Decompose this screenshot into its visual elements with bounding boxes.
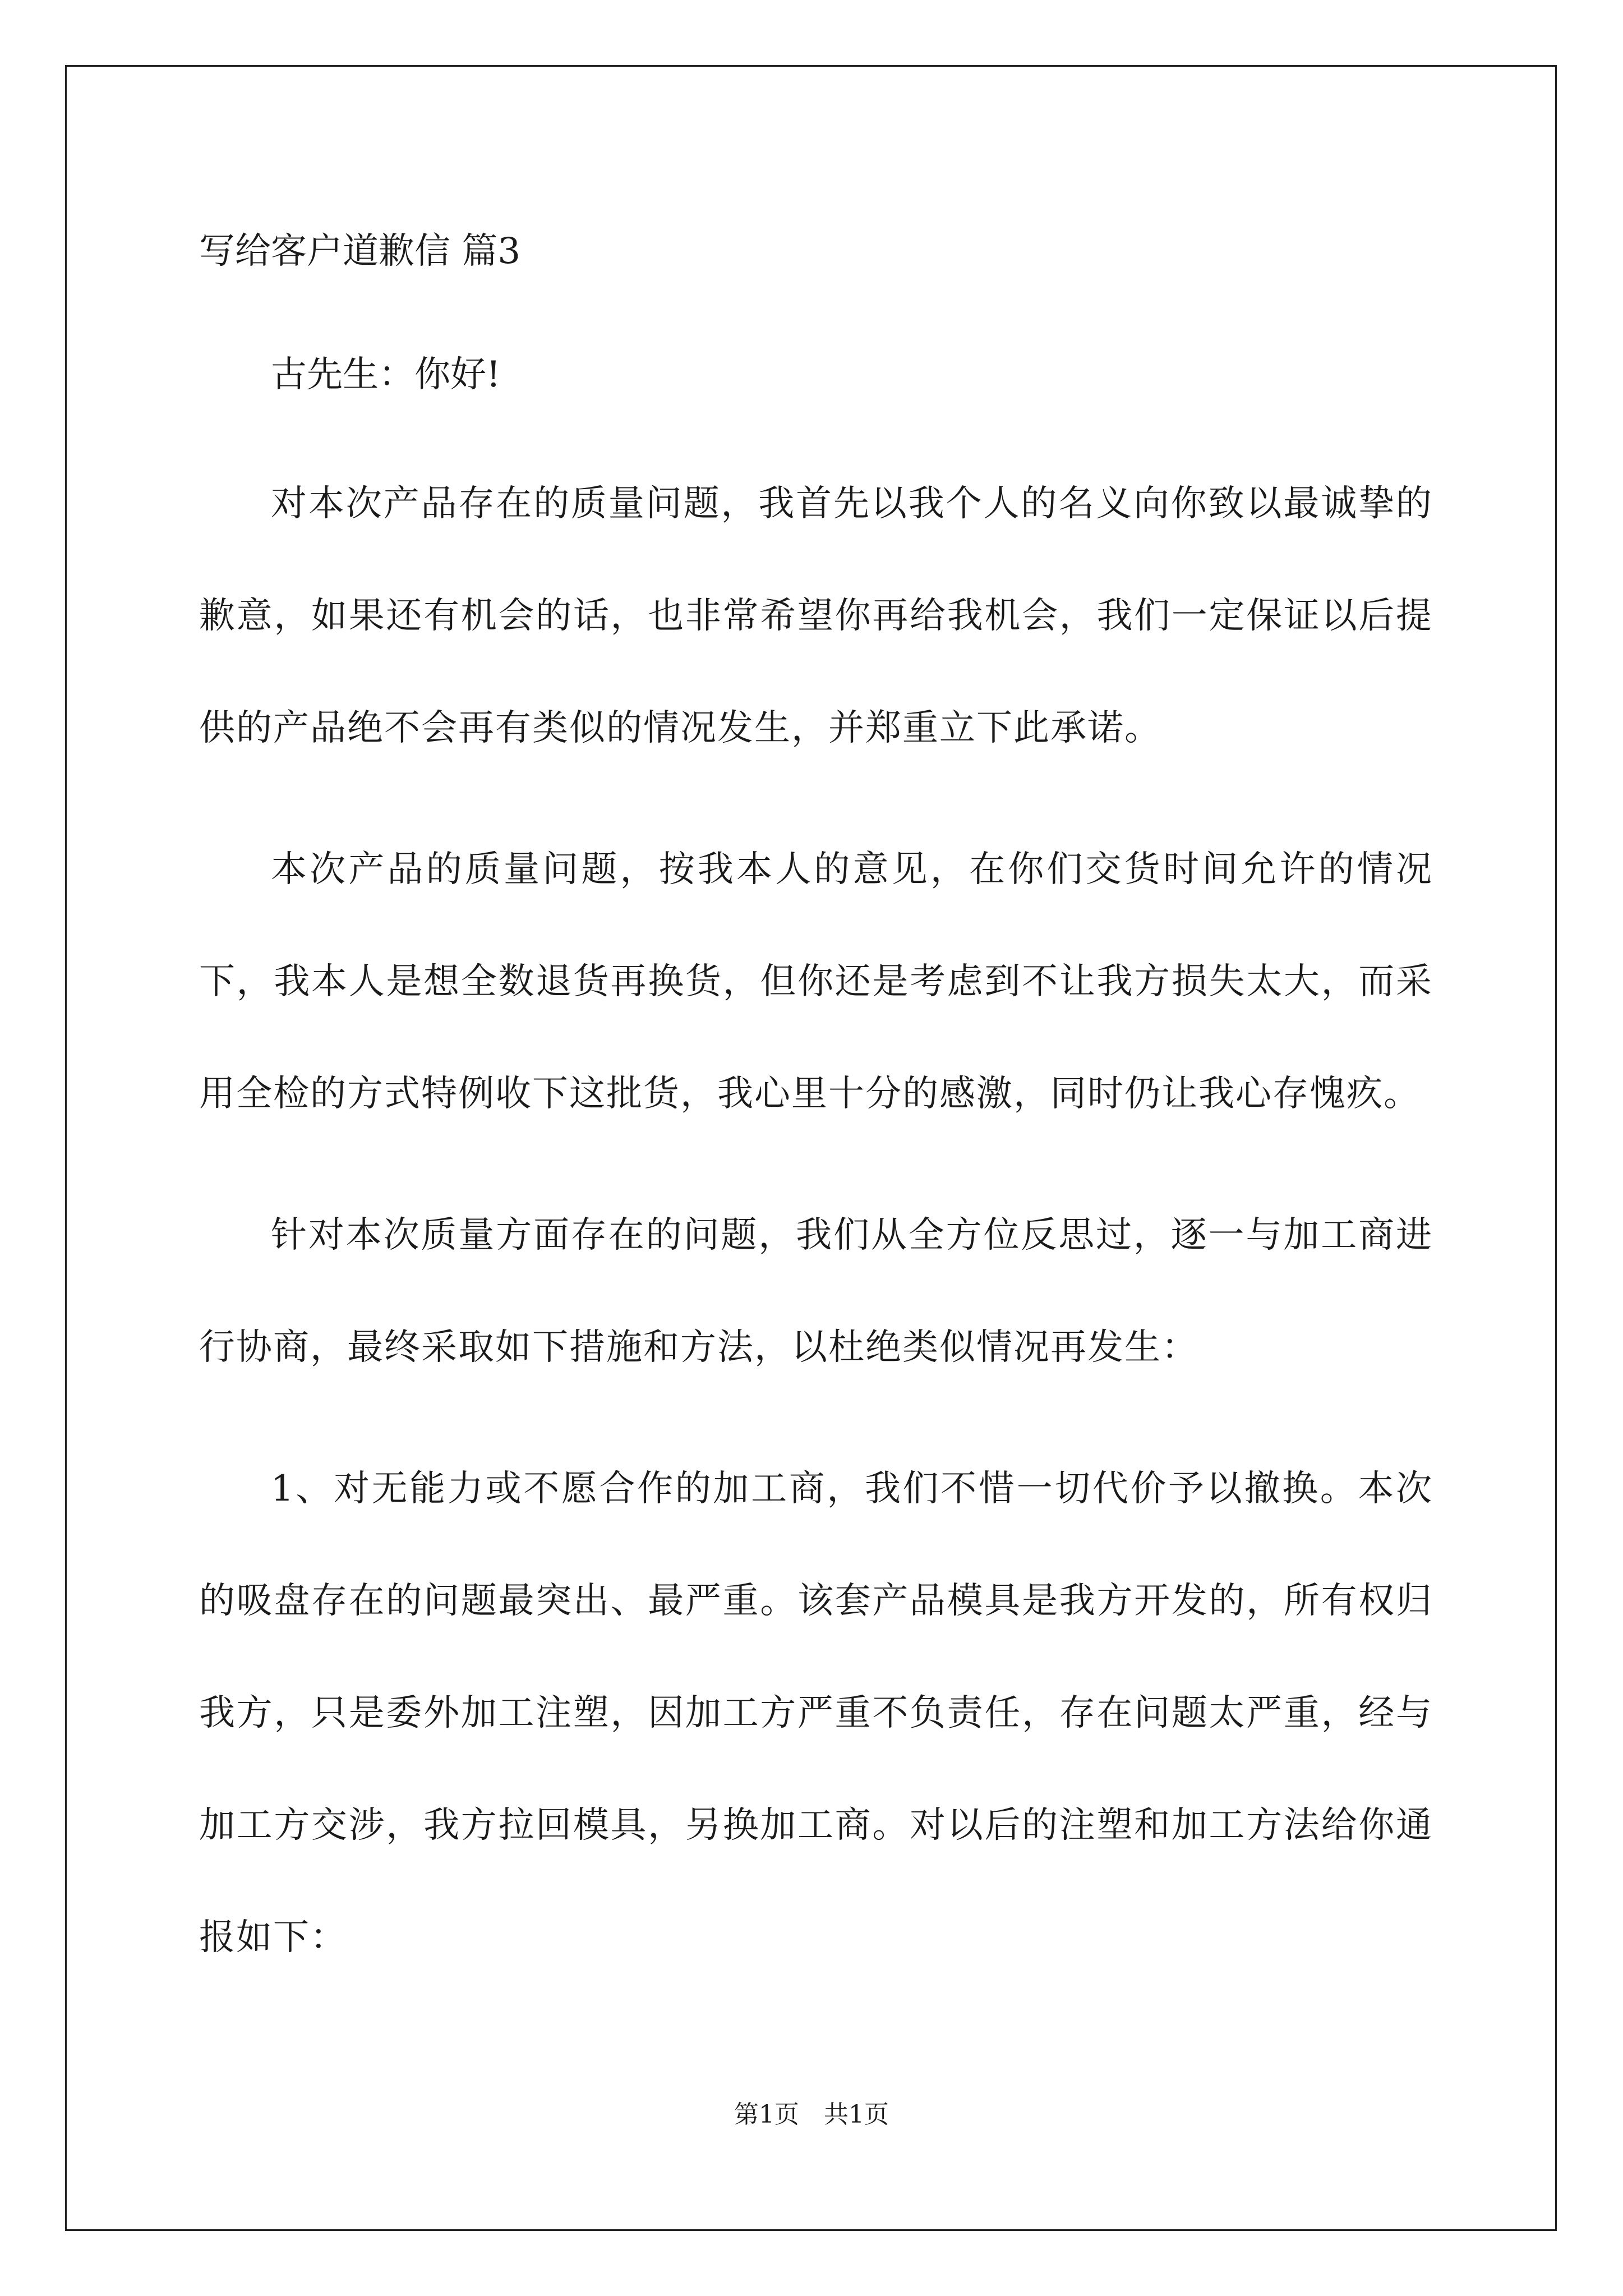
salutation: 古先生：你好!	[271, 354, 501, 395]
paragraph-measures-intro: 针对本次质量方面存在的问题，我们从全方位反思过，逐一与加工商进行协商，最终采取如下措施和方法，以杜绝类似情况再发生：	[199, 1214, 1433, 1368]
paragraph-quality-issue: 本次产品的质量问题，按我本人的意见，在你们交货时间允许的情况下，我本人是想全数退货再换货，但你还是考虑到不让我方损失太大，而采用全检的方式特例收下这批货，我心里十分的感激，同时仍让我心存愧疚。	[199, 849, 1433, 1115]
document-title: 写给客户道歉信 篇3	[199, 231, 521, 272]
document-body	[199, 208, 1433, 1994]
paragraph-measure-1: 1、对无能力或不愿合作的加工商，我们不惜一切代价予以撤换。本次的吸盘存在的问题最突出、最严重。该套产品模具是我方开发的，所有权归我方，只是委外加工注塑，因加工方严重不负责任，存在问题太严重，经与加工方交涉，我方拉回模具，另换加工商。对以后的注塑和加工方法给你通报如下：	[199, 1468, 1433, 1958]
page-footer: 第1页 共1页	[734, 2100, 889, 2129]
paragraph-apology: 对本次产品存在的质量问题，我首先以我个人的名义向你致以最诚挚的歉意，如果还有机会的话，也非常希望你再给我机会，我们一定保证以后提供的产品绝不会再有类似的情况发生，并郑重立下此承诺。	[199, 483, 1433, 749]
